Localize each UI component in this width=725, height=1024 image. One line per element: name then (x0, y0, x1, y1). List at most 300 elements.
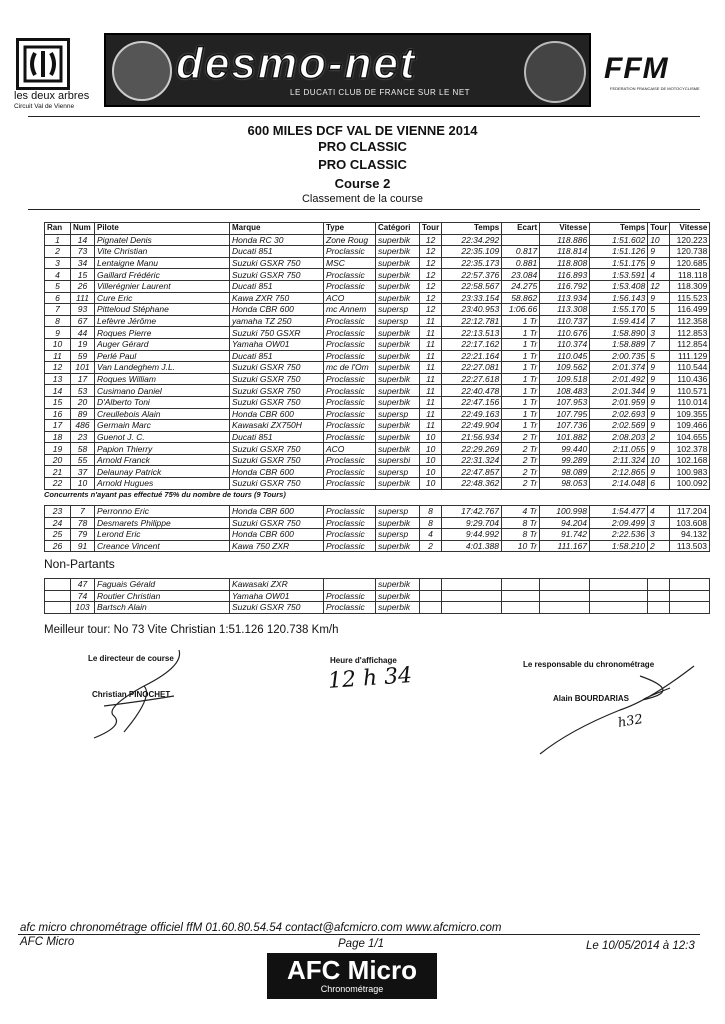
table-cell: 118.814 (540, 246, 590, 258)
banner-subtitle: LE DUCATI CLUB DE FRANCE SUR LE NET (290, 88, 471, 97)
table-cell: 17 (71, 373, 95, 385)
table-cell: 22:49.904 (442, 420, 502, 432)
table-cell: 14 (71, 234, 95, 246)
table-cell: 7 (45, 304, 71, 316)
table-cell: 1:54.477 (590, 506, 648, 518)
column-header: Pilote (95, 223, 230, 235)
non-classified-note: Concurrents n'ayant pas effectué 75% du nombre de tours (9 Tours) (44, 490, 286, 499)
table-cell: 110.374 (540, 338, 590, 350)
table-cell: 1 Tr (502, 350, 540, 362)
table-cell: 10 (420, 431, 442, 443)
table-cell: 107.953 (540, 396, 590, 408)
table-cell: 9 (648, 373, 670, 385)
non-classified-body (45, 506, 710, 552)
table-cell: 10 (420, 478, 442, 490)
table-row (45, 540, 710, 552)
table-cell: Suzuki GSXR 750 (230, 602, 324, 614)
table-cell: 9:44.992 (442, 529, 502, 541)
table-cell: 73 (71, 246, 95, 258)
table-cell: 12 (420, 246, 442, 258)
table-cell: 1:59.414 (590, 315, 648, 327)
table-cell: 2 Tr (502, 431, 540, 443)
table-cell: 11 (420, 373, 442, 385)
table-cell: 102.168 (670, 454, 710, 466)
table-cell: 17 (45, 420, 71, 432)
table-cell: 0.881 (502, 257, 540, 269)
table-cell: 103.608 (670, 517, 710, 529)
table-cell: 89 (71, 408, 95, 420)
table-cell: 101 (71, 362, 95, 374)
table-cell: Yamaha OW01 (230, 338, 324, 350)
table-cell: 1:58.890 (590, 327, 648, 339)
table-cell (670, 579, 710, 591)
table-cell: 91 (71, 540, 95, 552)
best-lap: Meilleur tour: No 73 Vite Christian 1:51.126 120.738 Km/h (44, 624, 339, 636)
table-row (45, 257, 710, 269)
table-cell: Honda CBR 600 (230, 506, 324, 518)
results-body (45, 234, 710, 489)
table-cell: 109.466 (670, 420, 710, 432)
table-row (45, 292, 710, 304)
table-cell: 113.308 (540, 304, 590, 316)
table-cell (420, 602, 442, 614)
table-cell: 22:48.362 (442, 478, 502, 490)
table-cell (420, 590, 442, 602)
table-cell: 0.817 (502, 246, 540, 258)
table-cell: 111 (71, 292, 95, 304)
table-cell: 10 Tr (502, 540, 540, 552)
table-cell: 113.934 (540, 292, 590, 304)
timekeeper-signature-icon (530, 660, 700, 760)
table-cell: superbik (376, 602, 420, 614)
race-title: Course 2 (334, 176, 391, 191)
table-cell: 112.358 (670, 315, 710, 327)
table-cell: 1 Tr (502, 396, 540, 408)
table-cell: superbik (376, 540, 420, 552)
table-cell: 6 (648, 478, 670, 490)
table-cell: 58 (71, 443, 95, 455)
table-cell: 112.854 (670, 338, 710, 350)
table-cell: 1 (45, 234, 71, 246)
table-cell: Proclassic (324, 602, 376, 614)
table-cell: supersp (376, 304, 420, 316)
table-cell: Pitteloud Stéphane (95, 304, 230, 316)
table-cell: Yamaha OW01 (230, 590, 324, 602)
table-cell: Villerégnier Laurent (95, 280, 230, 292)
table-cell (442, 590, 502, 602)
table-cell: 1:06.66 (502, 304, 540, 316)
table-cell: 120.223 (670, 234, 710, 246)
table-cell: 11 (420, 350, 442, 362)
table-cell: 2:01.959 (590, 396, 648, 408)
table-cell: Proclassic (324, 408, 376, 420)
table-cell: 1:53.408 (590, 280, 648, 292)
table-cell: Honda CBR 600 (230, 529, 324, 541)
table-cell: Suzuki GSXR 750 (230, 443, 324, 455)
table-cell: 9 (648, 396, 670, 408)
table-cell: Ducati 851 (230, 246, 324, 258)
table-cell (670, 602, 710, 614)
table-cell: Proclassic (324, 540, 376, 552)
table-cell: 8 (420, 506, 442, 518)
table-row (45, 269, 710, 281)
table-cell: Suzuki GSXR 750 (230, 517, 324, 529)
ffm-logo: FFM (604, 52, 669, 85)
afc-micro-logo (267, 953, 437, 999)
table-cell: Delaunay Patrick (95, 466, 230, 478)
results-table (44, 222, 710, 490)
table-cell: 110.045 (540, 350, 590, 362)
tree-icon (23, 45, 63, 83)
table-cell (45, 590, 71, 602)
table-cell: Proclassic (324, 350, 376, 362)
table-cell: 9 (648, 292, 670, 304)
table-cell (502, 590, 540, 602)
table-cell: 2:08.203 (590, 431, 648, 443)
table-cell: mc Annem (324, 304, 376, 316)
table-cell: 25 (45, 529, 71, 541)
table-cell: 22:47.857 (442, 466, 502, 478)
table-cell: 11 (420, 385, 442, 397)
table-cell: Roques William (95, 373, 230, 385)
table-cell: 93 (71, 304, 95, 316)
table-cell (540, 590, 590, 602)
table-cell: superbik (376, 257, 420, 269)
table-cell (540, 579, 590, 591)
column-header: Ran (45, 223, 71, 235)
table-cell: 2 Tr (502, 443, 540, 455)
table-cell: 3 (648, 327, 670, 339)
table-cell: 116.499 (670, 304, 710, 316)
non-classified-table (44, 505, 710, 552)
table-cell: 2 (648, 540, 670, 552)
table-cell: superbik (376, 443, 420, 455)
table-cell: 7 (648, 338, 670, 350)
column-header: Num (71, 223, 95, 235)
footer-divider (18, 934, 700, 935)
table-cell: Proclassic (324, 385, 376, 397)
table-cell: 2:00.735 (590, 350, 648, 362)
column-header: Tour (420, 223, 442, 235)
table-cell: 9 (648, 257, 670, 269)
table-cell: 2:22.536 (590, 529, 648, 541)
non-partants-table (44, 578, 710, 614)
non-partants-body (45, 579, 710, 614)
table-cell: 3 (45, 257, 71, 269)
table-cell: 99.289 (540, 454, 590, 466)
table-cell: 1 Tr (502, 362, 540, 374)
table-cell: Papion Thierry (95, 443, 230, 455)
table-cell: 2:09.499 (590, 517, 648, 529)
table-cell: 115.523 (670, 292, 710, 304)
table-cell: 98.089 (540, 466, 590, 478)
table-cell (442, 602, 502, 614)
table-cell: 11 (420, 327, 442, 339)
table-cell: Honda CBR 600 (230, 304, 324, 316)
table-cell: 107.736 (540, 420, 590, 432)
table-cell: 58.862 (502, 292, 540, 304)
table-cell: 11 (420, 315, 442, 327)
table-cell: superbik (376, 420, 420, 432)
table-cell: 12 (420, 280, 442, 292)
table-cell: 9 (648, 420, 670, 432)
table-cell: 102.378 (670, 443, 710, 455)
table-cell: 12 (45, 362, 71, 374)
table-cell (648, 602, 670, 614)
table-cell: 110.436 (670, 373, 710, 385)
table-cell: 1:55.170 (590, 304, 648, 316)
table-cell: Faguais Gérald (95, 579, 230, 591)
table-cell: 22:17.162 (442, 338, 502, 350)
table-cell: 22:27.081 (442, 362, 502, 374)
table-cell: 7 (648, 315, 670, 327)
results-header-row (45, 223, 710, 235)
table-cell: superbik (376, 373, 420, 385)
column-header: Ecart (502, 223, 540, 235)
table-cell: superbik (376, 579, 420, 591)
table-cell: 9 (648, 246, 670, 258)
table-cell: Kawasaki ZXR (230, 579, 324, 591)
table-row (45, 529, 710, 541)
table-row (45, 517, 710, 529)
table-cell: 109.562 (540, 362, 590, 374)
table-cell: superbik (376, 327, 420, 339)
table-cell: supersp (376, 466, 420, 478)
table-cell: 12 (420, 292, 442, 304)
table-cell (502, 234, 540, 246)
table-cell: 118.808 (540, 257, 590, 269)
table-cell: 9 (45, 327, 71, 339)
desmonet-banner (104, 33, 591, 107)
table-cell: Proclassic (324, 454, 376, 466)
table-cell: 486 (71, 420, 95, 432)
table-cell: Proclassic (324, 315, 376, 327)
table-cell: Lentaigne Manu (95, 257, 230, 269)
footer-line: afc micro chronométrage officiel ffM 01.60.80.54.54 contact@afcmicro.com www.afcmicro.com (20, 922, 502, 934)
table-cell: 9 (648, 466, 670, 478)
table-cell: 22:49.163 (442, 408, 502, 420)
class-title-1: PRO CLASSIC (318, 139, 407, 154)
table-row (45, 420, 710, 432)
table-cell: 107.795 (540, 408, 590, 420)
table-cell: 11 (420, 338, 442, 350)
table-cell: 1:58.889 (590, 338, 648, 350)
table-cell: 23 (45, 506, 71, 518)
table-cell: Cure Eric (95, 292, 230, 304)
table-cell: 5 (45, 280, 71, 292)
table-cell: 1:51.602 (590, 234, 648, 246)
table-cell: 44 (71, 327, 95, 339)
table-cell: 21:56.934 (442, 431, 502, 443)
table-cell: 12 (420, 234, 442, 246)
table-cell: superbik (376, 431, 420, 443)
column-header: Marque (230, 223, 324, 235)
table-cell: Arnold Hugues (95, 478, 230, 490)
table-cell: Suzuki GSXR 750 (230, 396, 324, 408)
table-cell: 19 (71, 338, 95, 350)
table-cell (590, 602, 648, 614)
table-cell: 8 (420, 517, 442, 529)
table-cell: 1:58.210 (590, 540, 648, 552)
table-cell: 10 (420, 454, 442, 466)
table-row (45, 590, 710, 602)
table-cell: 15 (45, 396, 71, 408)
table-cell: Proclassic (324, 506, 376, 518)
table-cell: superbik (376, 385, 420, 397)
table-row (45, 327, 710, 339)
table-row (45, 579, 710, 591)
table-cell: Suzuki GSXR 750 (230, 269, 324, 281)
table-cell: 22:47.156 (442, 396, 502, 408)
table-cell: 22:35.109 (442, 246, 502, 258)
table-cell: 2:14.048 (590, 478, 648, 490)
table-row (45, 602, 710, 614)
footer-date: Le 10/05/2014 à 12:3 (586, 940, 695, 952)
column-header: Catégori (376, 223, 420, 235)
table-cell: 15 (71, 269, 95, 281)
table-cell: 8 Tr (502, 517, 540, 529)
table-row (45, 350, 710, 362)
table-cell: 2 (45, 246, 71, 258)
table-cell: Cusimano Daniel (95, 385, 230, 397)
table-cell: 110.014 (670, 396, 710, 408)
table-cell: Proclassic (324, 431, 376, 443)
table-cell: 67 (71, 315, 95, 327)
table-cell (420, 579, 442, 591)
table-cell: 91.742 (540, 529, 590, 541)
table-cell: 59 (71, 350, 95, 362)
table-cell: 53 (71, 385, 95, 397)
table-cell: Suzuki GSXR 750 (230, 373, 324, 385)
circuit-logo-name: les deux arbres (14, 90, 90, 102)
event-title: 600 MILES DCF VAL DE VIENNE 2014 (247, 123, 478, 138)
timekeeper-label: Le responsable du chronométrage (523, 660, 655, 669)
table-cell: 22:12.781 (442, 315, 502, 327)
table-cell: 13 (45, 373, 71, 385)
table-cell: 5 (648, 304, 670, 316)
table-cell: superbik (376, 246, 420, 258)
table-cell: 1:56.143 (590, 292, 648, 304)
table-row (45, 315, 710, 327)
table-row (45, 454, 710, 466)
table-cell: supersp (376, 506, 420, 518)
table-cell: 120.738 (670, 246, 710, 258)
table-cell: 1 Tr (502, 315, 540, 327)
table-cell: mc de l'Om (324, 362, 376, 374)
circuit-logo-sub: Circuit Val de Vienne (14, 103, 75, 110)
table-cell: 1 Tr (502, 338, 540, 350)
table-cell: 24.275 (502, 280, 540, 292)
table-cell: superbik (376, 234, 420, 246)
table-cell: 9 (648, 362, 670, 374)
table-row (45, 466, 710, 478)
table-cell: Perronno Eric (95, 506, 230, 518)
results-section (44, 222, 710, 490)
table-cell: MSC (324, 257, 376, 269)
table-cell: 26 (45, 540, 71, 552)
table-cell: 22:57.376 (442, 269, 502, 281)
footer-page: Page 1/1 (338, 938, 385, 950)
table-cell: 109.518 (540, 373, 590, 385)
table-cell: superbik (376, 396, 420, 408)
table-cell: 22:21.164 (442, 350, 502, 362)
table-cell: 37 (71, 466, 95, 478)
banner-title: desmo-net (176, 39, 417, 88)
table-cell: superbik (376, 590, 420, 602)
table-cell: Ducati 851 (230, 350, 324, 362)
table-cell: 2 Tr (502, 454, 540, 466)
table-row (45, 506, 710, 518)
table-cell: 110.571 (670, 385, 710, 397)
table-cell: 22 (45, 478, 71, 490)
table-cell: 120.685 (670, 257, 710, 269)
non-classified-section (44, 505, 710, 552)
table-cell: 2 (420, 540, 442, 552)
table-cell: Proclassic (324, 396, 376, 408)
table-row (45, 280, 710, 292)
table-cell: Arnold Franck (95, 454, 230, 466)
table-cell: 8 (45, 315, 71, 327)
header-divider (28, 116, 700, 117)
table-cell: 101.882 (540, 431, 590, 443)
table-cell: Honda CBR 600 (230, 408, 324, 420)
timekeeper-name: Alain BOURDARIAS (553, 694, 630, 703)
table-cell: 10 (648, 454, 670, 466)
posting-time: 12 h 34 (327, 663, 413, 694)
table-row (45, 373, 710, 385)
table-cell: 8 Tr (502, 529, 540, 541)
table-cell: Creullebois Alain (95, 408, 230, 420)
table-cell: 110.676 (540, 327, 590, 339)
table-cell: 5 (648, 350, 670, 362)
table-cell: 22:29.269 (442, 443, 502, 455)
table-cell: 3 (648, 529, 670, 541)
table-cell: Proclassic (324, 590, 376, 602)
table-cell: 4 (45, 269, 71, 281)
non-partants-section (44, 578, 710, 614)
table-cell: Honda RC 30 (230, 234, 324, 246)
table-row (45, 362, 710, 374)
table-cell: 113.503 (670, 540, 710, 552)
table-cell: 10 (45, 338, 71, 350)
afc-logo-main: AFC Micro (287, 955, 417, 985)
table-cell (502, 602, 540, 614)
column-header: Vitesse (540, 223, 590, 235)
table-cell: 22:35.173 (442, 257, 502, 269)
footer-company: AFC Micro (20, 936, 75, 948)
table-cell: ACO (324, 292, 376, 304)
table-row (45, 234, 710, 246)
table-cell: 94.204 (540, 517, 590, 529)
table-cell: 100.983 (670, 466, 710, 478)
table-cell (324, 579, 376, 591)
table-cell: 23:40.953 (442, 304, 502, 316)
table-row (45, 385, 710, 397)
table-cell: 4 (648, 269, 670, 281)
table-cell: 9:29.704 (442, 517, 502, 529)
afc-logo-sub: Chronométrage (320, 984, 384, 994)
director-name: Christian PINOCHET (92, 690, 171, 699)
table-cell: 17:42.767 (442, 506, 502, 518)
table-cell: 1:51.126 (590, 246, 648, 258)
table-cell: Suzuki GSXR 750 (230, 385, 324, 397)
table-cell: 22:34.292 (442, 234, 502, 246)
table-cell: Creance Vincent (95, 540, 230, 552)
table-cell: Proclassic (324, 420, 376, 432)
table-cell: 4 (420, 529, 442, 541)
table-cell: 2:11.055 (590, 443, 648, 455)
table-cell: 24 (45, 517, 71, 529)
